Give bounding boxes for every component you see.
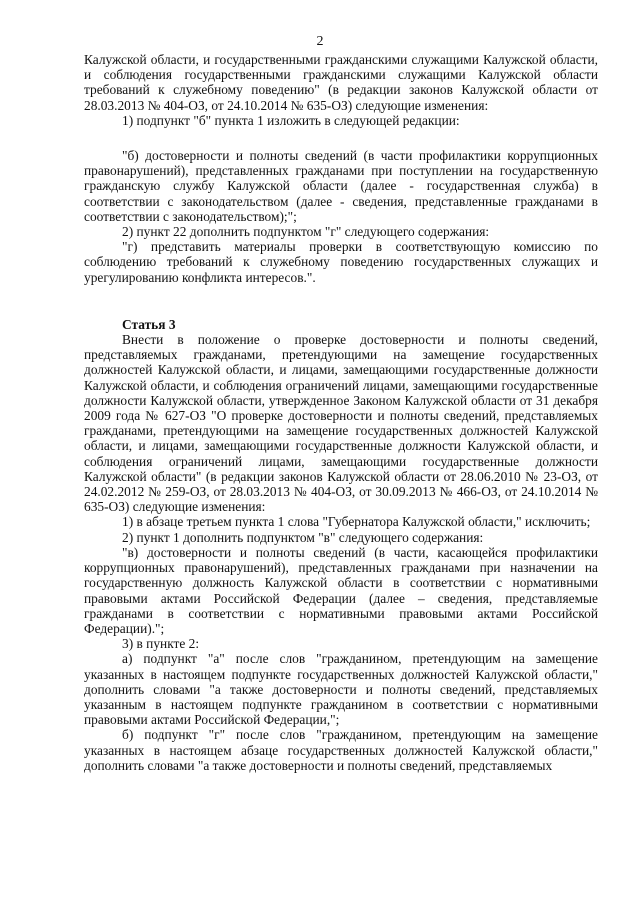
list-item: 2) пункт 22 дополнить подпунктом "г" следующего содержания: bbox=[122, 224, 490, 240]
sub-list-item: а) подпункт "а" после слов "гражданином, претендующим на замещение указанных в настоящем подпункте государственных должностей Калужской области," дополнить словами "а также достоверности и полноты сведений, представляемых указанным в настоящем подпункте гражданином в соответствии с нормативными правовыми актами Российской Федерации,"; bbox=[84, 651, 598, 728]
list-item: 2) пункт 1 дополнить подпунктом "в" следующего содержания: bbox=[122, 529, 484, 545]
list-item: 1) подпункт "б" пункта 1 изложить в следующей редакции: bbox=[122, 112, 460, 128]
paragraph: Калужской области, и государственными гражданскими служащими Калужской области, и соблюдения государственными гражданскими служащими Калужской области требований к служебному поведению" (в редакции законов Калужской области от 28.03.2013 № 404-ОЗ, от 24.10.2014 № 635-ОЗ) следующие изменения: bbox=[84, 52, 598, 113]
quoted-subclause: "г) представить материалы проверки в соответствующую комиссию по соблюдению требований к служебному поведению государственных служащих и урегулированию конфликта интересов.". bbox=[84, 239, 598, 285]
list-item: 3) в пункте 2: bbox=[122, 636, 200, 652]
paragraph: Внести в положение о проверке достоверности и полноты сведений, представляемых гражданами, претендующими на замещение государственных должностей Калужской области, и лицами, замещающими государственные должности Калужской области, и соблюдения ограничений лицами, замещающими государственные должности Калужской области, утвержденное Законом Калужской области от 31 декабря 2009 года № 627-ОЗ "О проверке достоверности и полноты сведений, представляемых гражданами, претендующими на замещение государственных должностей Калужской области, и лицами, замещающими государственные должности Калужской области, и соблюдения ограничений лицами, замещающими государственные должности Калужской области" (в редакции законов Калужской области от 28.06.2010 № 23-ОЗ, от 24.02.2012 № 259-ОЗ, от 28.03.2013 № 404-ОЗ, от 30.09.2013 № 466-ОЗ, от 24.10.2014 № 635-ОЗ) следующие изменения: bbox=[84, 332, 598, 515]
quoted-subclause: "в) достоверности и полноты сведений (в части, касающейся профилактики коррупционных правонарушений), представленных гражданами при назначении на государственную должность Калужской области в соответствии с нормативными правовыми актами Российской Федерации (далее – сведения, представляемые гражданами в соответствии с нормативными правовыми актами Российской Федерации)."; bbox=[84, 544, 598, 636]
document-body bbox=[84, 52, 598, 773]
quoted-subclause: "б) достоверности и полноты сведений (в части профилактики коррупционных правонарушений), представленных гражданами при поступлении на государственную гражданскую службу Калужской области (далее - государственная служба) в соответствии с законодательством (далее - сведения, представленные гражданами в соответствии с законодательством);"; bbox=[84, 148, 598, 224]
article-title: Статья 3 bbox=[122, 316, 176, 332]
sub-list-item: б) подпункт "г" после слов "гражданином, претендующим на замещение указанных в настоящем абзаце государственных должностей Калужской области," дополнить словами "а также достоверности и полноты сведений, представляемых bbox=[84, 727, 598, 773]
list-item: 1) в абзаце третьем пункта 1 слова "Губернатора Калужской области," исключить; bbox=[122, 514, 591, 530]
page-number: 2 bbox=[316, 34, 324, 49]
